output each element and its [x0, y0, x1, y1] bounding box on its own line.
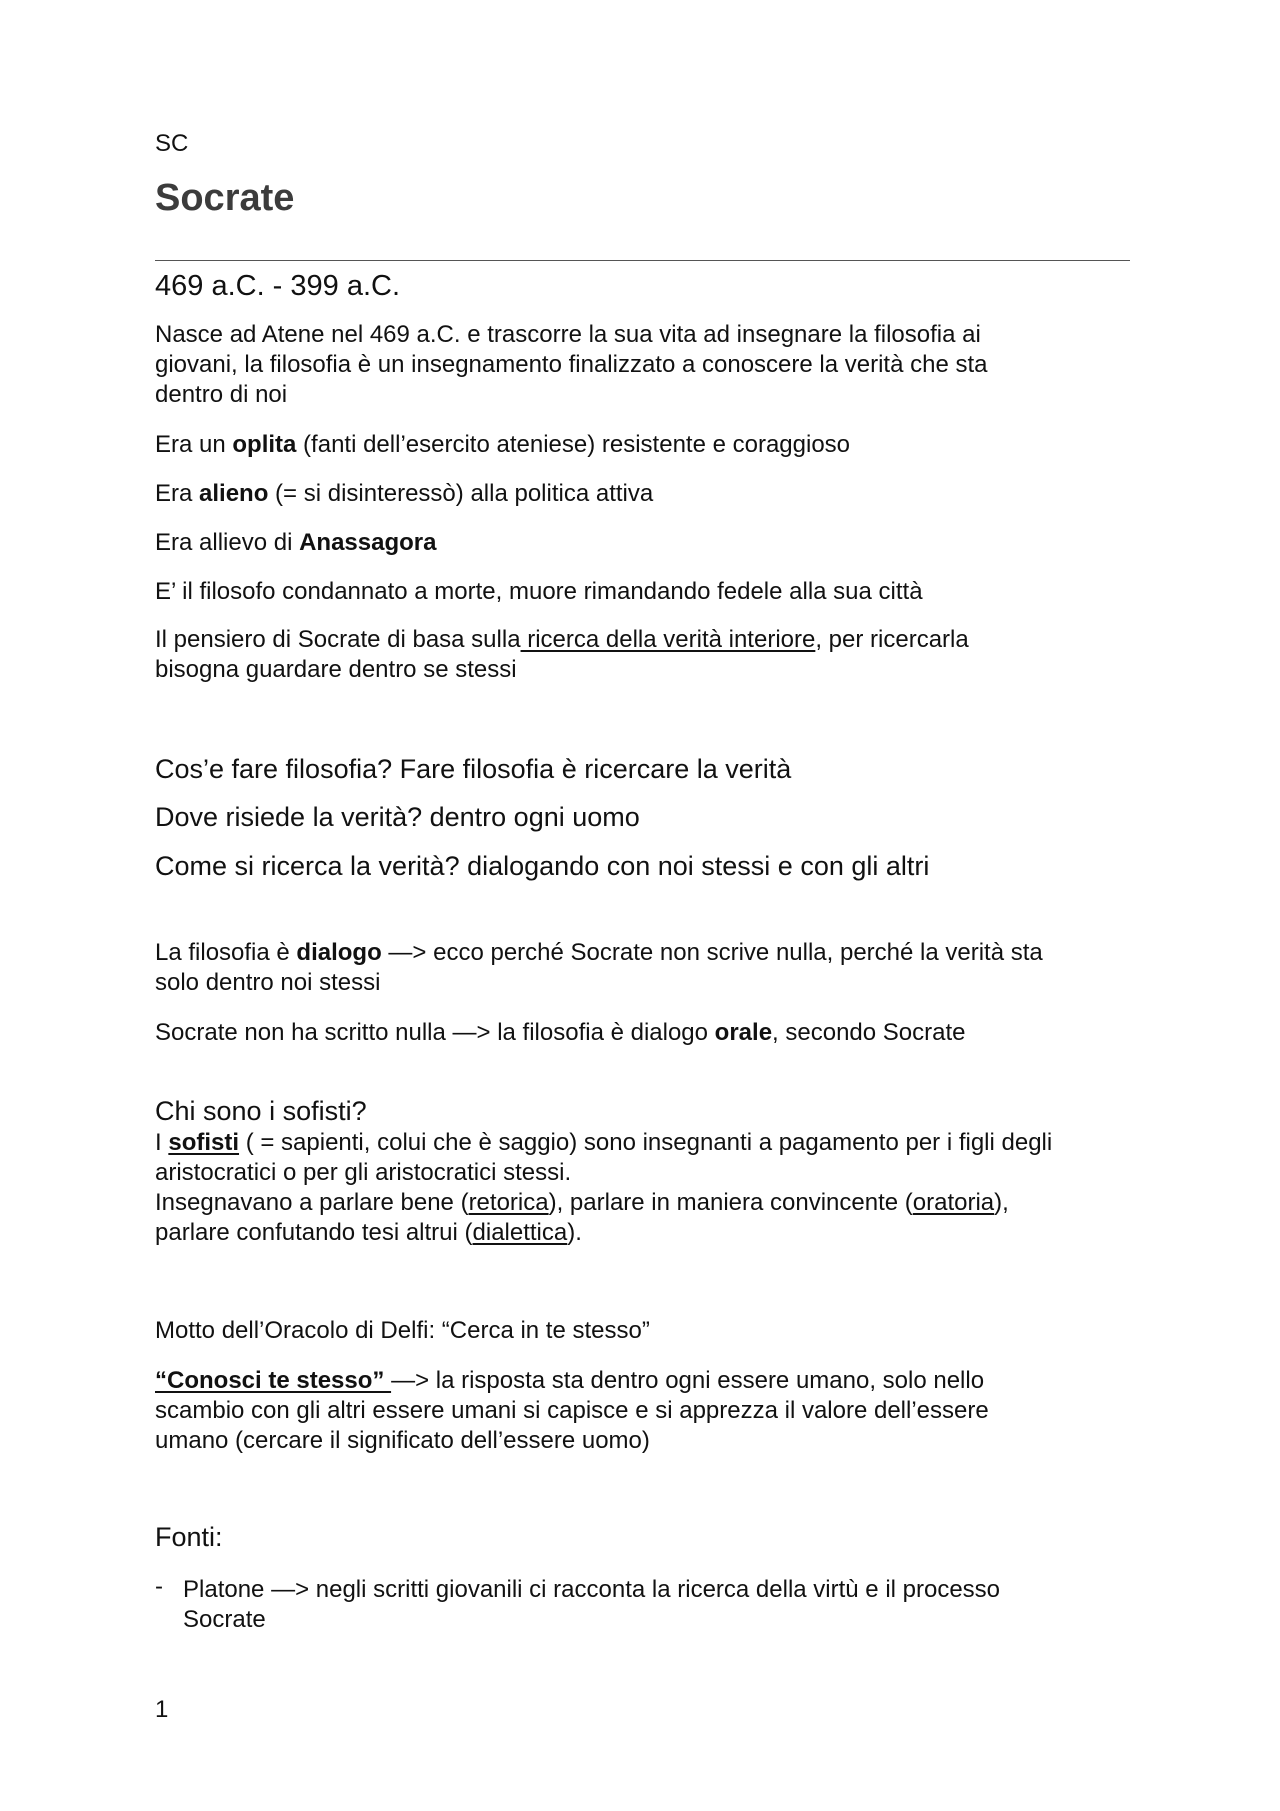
sofisti-line-2: aristocratici o per gli aristocratici stessi. [155, 1159, 572, 1186]
pensiero-post: , per ricercarla [815, 626, 969, 653]
sofisti-l1-post: ( = sapienti, colui che è saggio) sono insegnanti a pagamento per i figli degli [239, 1129, 1053, 1156]
dates-heading: 469 a.C. - 399 a.C. [155, 270, 401, 302]
scritto-pre: Socrate non ha scritto nulla —> la filosofia è dialogo [155, 1019, 715, 1046]
scritto-post: , secondo Socrate [772, 1019, 966, 1046]
sofisti-l3-mid: ), parlare in maniera convincente ( [548, 1189, 913, 1216]
pensiero-line-2: bisogna guardare dentro se stessi [155, 656, 517, 683]
sofisti-bold: sofisti [168, 1129, 240, 1156]
title-divider [155, 260, 1130, 261]
dialogo-bold: dialogo [296, 939, 382, 966]
sofisti-l4-pre: parlare confutando tesi altrui ( [155, 1219, 473, 1246]
conosci-line-1 [155, 1366, 984, 1396]
sofisti-l3-post: ), [994, 1189, 1009, 1216]
allievo-bold: Anassagora [299, 529, 437, 556]
sofisti-heading: Chi sono i sofisti? [155, 1096, 367, 1126]
pensiero-underline: ricerca della verità interiore [520, 626, 816, 653]
scritto-paragraph [155, 1018, 966, 1048]
sofisti-l1-pre: I [155, 1129, 169, 1156]
oplita-bold: oplita [232, 431, 297, 458]
conosci-bold-underline: “Conosci te stesso” [155, 1367, 392, 1394]
question-3: Come si ricerca la verità? dialogando con noi stessi e con gli altri [155, 851, 930, 881]
oratoria-underline: oratoria [912, 1189, 995, 1216]
page-title: Socrate [155, 177, 295, 219]
scritto-bold: orale [714, 1019, 773, 1046]
sofisti-line-4 [155, 1218, 582, 1248]
pensiero-line-1 [155, 625, 969, 655]
oplita-pre: Era un [155, 431, 233, 458]
intro-line-1: Nasce ad Atene nel 469 a.C. e trascorre la sua vita ad insegnare la filosofia ai [155, 321, 981, 348]
alieno-post: (= si disinteressò) alla politica attiva [268, 480, 654, 507]
oplita-paragraph [155, 430, 850, 460]
intro-line-3: dentro di noi [155, 381, 288, 408]
allievo-pre: Era allievo di [155, 529, 300, 556]
sofisti-line-1 [155, 1128, 1052, 1158]
conosci-line-2: scambio con gli altri essere umani si capisce e si apprezza il valore dell’essere [155, 1397, 989, 1424]
alieno-paragraph [155, 479, 653, 509]
intro-line-2: giovani, la filosofia è un insegnamento finalizzato a conoscere la verità che sta [155, 351, 988, 378]
dialogo-line-1 [155, 938, 1043, 968]
dialogo-pre: La filosofia è [155, 939, 297, 966]
pensiero-pre: Il pensiero di Socrate di basa sulla [155, 626, 521, 653]
alieno-bold: alieno [199, 480, 269, 507]
fonti-item-1-line-2: Socrate [183, 1606, 266, 1633]
allievo-paragraph [155, 528, 436, 558]
list-bullet: - [155, 1573, 163, 1600]
condannato-paragraph: E’ il filosofo condannato a morte, muore rimandando fedele alla sua città [155, 578, 923, 605]
sofisti-l3-pre: Insegnavano a parlare bene ( [155, 1189, 469, 1216]
conosci-post: —> la risposta sta dentro ogni essere umano, solo nello [391, 1367, 985, 1394]
page-number: 1 [155, 1696, 169, 1723]
alieno-pre: Era [155, 480, 200, 507]
dialettica-underline: dialettica [472, 1219, 568, 1246]
dialogo-post: —> ecco perché Socrate non scrive nulla, perché la verità sta [381, 939, 1043, 966]
question-1: Cos’e fare filosofia? Fare filosofia è ricercare la verità [155, 754, 792, 784]
sofisti-l4-post: ). [567, 1219, 582, 1246]
fonti-item-1-line-1: Platone —> negli scritti giovanili ci racconta la ricerca della virtù e il processo [183, 1576, 1001, 1603]
sofisti-line-3 [155, 1188, 1009, 1218]
retorica-underline: retorica [468, 1189, 549, 1216]
fonti-heading: Fonti: [155, 1522, 223, 1552]
motto-paragraph: Motto dell’Oracolo di Delfi: “Cerca in te stesso” [155, 1317, 650, 1344]
conosci-line-3: umano (cercare il significato dell’essere uomo) [155, 1427, 650, 1454]
oplita-post: (fanti dell’esercito ateniese) resistente e coraggioso [296, 431, 851, 458]
header-tag: SC [155, 130, 189, 157]
question-2: Dove risiede la verità? dentro ogni uomo [155, 802, 640, 832]
dialogo-line-2: solo dentro noi stessi [155, 969, 381, 996]
